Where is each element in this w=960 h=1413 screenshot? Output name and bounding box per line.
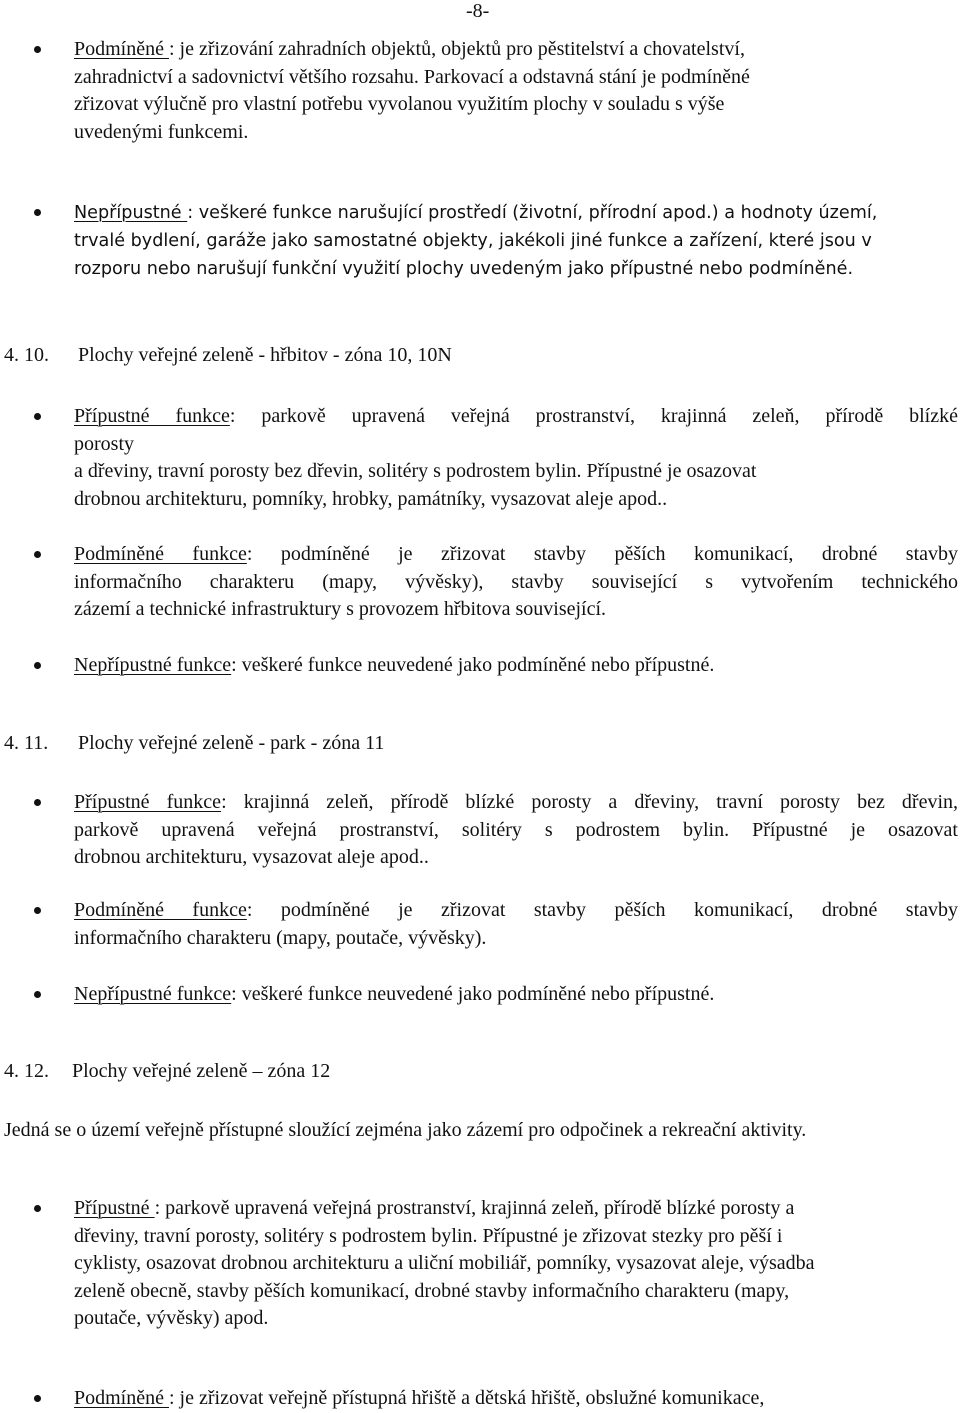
text-line: zahradnictví a sadovnictví většího rozsahu. Parkovací a odstavná stání je podmíněné	[74, 65, 750, 88]
text-line: trvalé bydlení, garáže jako samostatné objekty, jakékoli jiné funkce a zařízení, které jsou v	[74, 231, 872, 251]
section-number: 4. 10.	[4, 344, 49, 366]
text-line: porosty	[74, 432, 134, 455]
section-heading-4-10	[4, 342, 452, 370]
text-line: informačního charakteru (mapy, poutače, vývěsky).	[74, 926, 487, 949]
text-line: rozporu nebo narušují funkční využití plochy uvedeným jako přípustné nebo podmíněné.	[74, 259, 854, 279]
section-title: Plochy veřejné zeleně – zóna 12	[72, 1060, 331, 1082]
item-label: Podmíněné funkce	[74, 543, 247, 565]
section-title: Plochy veřejné zeleně - hřbitov - zóna 10, 10N	[78, 344, 452, 366]
bullet-icon	[34, 413, 41, 420]
text-line: drobnou architekturu, pomníky, hrobky, památníky, vysazovat aleje apod..	[74, 487, 668, 510]
bullet-icon	[34, 46, 41, 53]
text-line: uvedenými funkcemi.	[74, 120, 249, 143]
list-item-text	[74, 541, 958, 624]
bullet-icon	[34, 662, 41, 669]
item-label: Podmíněné	[74, 38, 169, 60]
list-item-text	[74, 36, 958, 146]
text-line: a dřeviny, travní porosty bez dřevin, solitéry s podrostem bylin. Přípustné je osazovat	[74, 460, 757, 482]
bullet-icon	[34, 799, 41, 806]
section-title: Plochy veřejné zeleně - park - zóna 11	[78, 732, 385, 754]
text-line: : podmíněné je zřizovat stavby pěších komunikací, drobné stavby	[246, 899, 959, 921]
text-line: informačního charakteru (mapy, vývěsky), stavby související s vytvořením technického	[74, 570, 958, 593]
list-item-text	[74, 897, 958, 952]
text-line: parkově upravená veřejná prostranství, solitéry s podrostem bylin. Přípustné je osazovat	[74, 818, 958, 841]
text-line: dřeviny, travní porosty, solitéry s podrostem bylin. Přípustné je zřizovat stezky pro pěší i	[74, 1224, 783, 1247]
text-line: zřizovat výlučně pro vlastní potřebu vyvolanou využitím plochy v souladu s výše	[74, 93, 725, 115]
section-heading-4-12	[4, 1058, 330, 1086]
text-line: : krajinná zeleň, přírodě blízké porosty a dřeviny, travní porosty bez dřevin,	[221, 791, 958, 813]
list-item-text	[74, 403, 958, 513]
text-line: cyklisty, osazovat drobnou architekturu a uliční mobiliář, pomníky, vysazovat aleje, výsadba	[74, 1252, 815, 1274]
bullet-icon	[34, 551, 41, 558]
item-label: Přípustné funkce	[74, 405, 230, 427]
item-label: Nepřípustné funkce	[74, 654, 232, 676]
list-item-text	[74, 981, 958, 1009]
bullet-icon	[34, 209, 41, 216]
item-label: Přípustné funkce	[74, 791, 222, 813]
text-line: : parkově upravená veřejná prostranství, krajinná zeleň, přírodě blízké porosty a	[154, 1197, 795, 1219]
list-item-text	[74, 1195, 958, 1333]
bullet-icon	[34, 1205, 41, 1212]
item-label: Nepřípustné	[74, 203, 188, 223]
section-intro: Jedná se o území veřejně přístupné sloužící zejména jako zázemí pro odpočinek a rekreační aktivity.	[4, 1119, 807, 1141]
item-label: Podmíněné funkce	[74, 899, 247, 921]
list-item-text	[74, 789, 958, 872]
list-item-text	[74, 199, 958, 283]
text-line: : je zřizování zahradních objektů, objektů pro pěstitelství a chovatelství,	[169, 38, 745, 60]
text-line: poutače, vývěsky) apod.	[74, 1307, 269, 1329]
text-line: : veškeré funkce neuvedené jako podmíněné nebo přípustné.	[231, 983, 715, 1005]
list-item-text	[74, 652, 958, 680]
page-number: -8-	[466, 0, 490, 22]
section-number: 4. 12.	[4, 1060, 49, 1082]
text-line: : parkově upravená veřejná prostranství, krajinná zeleň, přírodě blízké	[229, 405, 958, 427]
text-line: zeleně obecně, stavby pěších komunikací, drobné stavby informačního charakteru (mapy,	[74, 1279, 790, 1302]
bullet-icon	[34, 991, 41, 998]
item-label: Přípustné	[74, 1197, 155, 1219]
text-line: zázemí a technické infrastruktury s provozem hřbitova související.	[74, 598, 607, 620]
section-number: 4. 11.	[4, 732, 49, 754]
list-item-text	[74, 1385, 958, 1413]
item-label: Podmíněné	[74, 1387, 169, 1409]
text-line: : je zřizovat veřejně přístupná hřiště a dětská hřiště, obslužné komunikace,	[169, 1387, 765, 1409]
text-line: : podmíněné je zřizovat stavby pěších komunikací, drobné stavby	[246, 543, 959, 565]
section-heading-4-11	[4, 730, 384, 758]
text-line: drobnou architekturu, vysazovat aleje apod..	[74, 846, 429, 868]
text-line: : veškeré funkce narušující prostředí (životní, přírodní apod.) a hodnoty území,	[187, 203, 878, 223]
bullet-icon	[34, 1395, 41, 1402]
bullet-icon	[34, 907, 41, 914]
text-line: : veškeré funkce neuvedené jako podmíněné nebo přípustné.	[231, 654, 715, 676]
item-label: Nepřípustné funkce	[74, 983, 232, 1005]
